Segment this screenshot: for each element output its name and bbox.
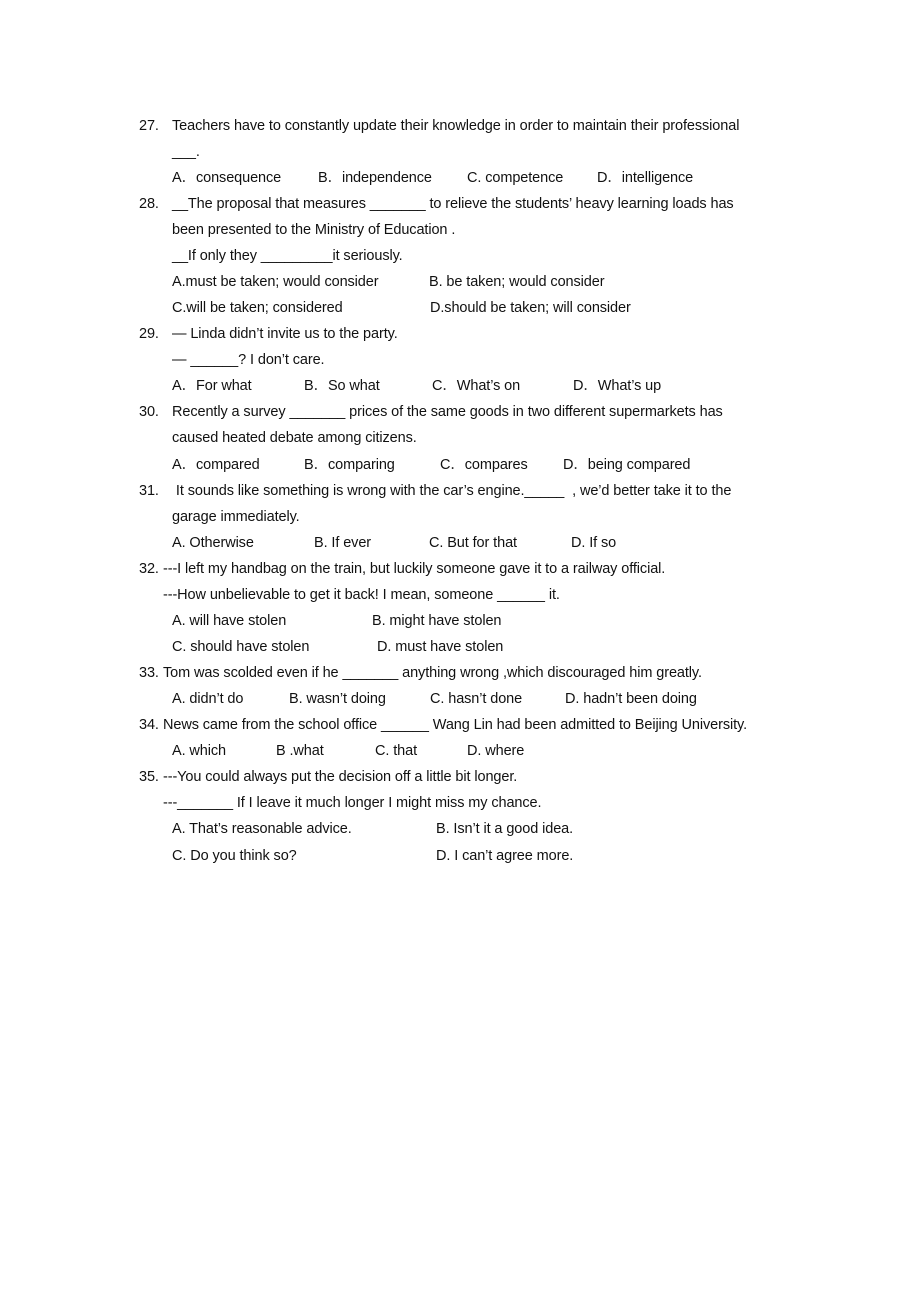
option-c: C．compares xyxy=(440,457,528,473)
option-c: C．What’s on xyxy=(432,378,521,394)
question-text: It sounds like something is wrong with the car’s engine._____ , we’d better take it to the xyxy=(172,483,732,499)
option-b: B. wasn’t doing xyxy=(289,691,386,707)
question-number: 27. xyxy=(139,118,159,134)
option-d: D．intelligence xyxy=(597,170,694,186)
option-b: B. might have stolen xyxy=(372,613,502,629)
question-text: ---_______ If I leave it much longer I might miss my chance. xyxy=(163,795,542,811)
option-c: C. Do you think so? xyxy=(172,848,297,864)
question-text: — ______? I don’t care. xyxy=(172,352,325,368)
question-number: 29. xyxy=(139,326,159,342)
option-d: D.should be taken; will consider xyxy=(430,300,631,316)
question-text: caused heated debate among citizens. xyxy=(172,430,417,446)
option-d: D. where xyxy=(467,743,525,759)
question-text: Recently a survey _______ prices of the same goods in two different supermarkets has xyxy=(172,404,723,420)
option-a: A．For what xyxy=(172,378,252,394)
option-d: D. hadn’t been doing xyxy=(565,691,697,707)
question-text: garage immediately. xyxy=(172,509,300,525)
question-text: been presented to the Ministry of Education . xyxy=(172,222,456,238)
option-d: D．being compared xyxy=(563,457,691,473)
option-b: B. If ever xyxy=(314,535,372,551)
question-number: 28. xyxy=(139,196,159,212)
question-text: — Linda didn’t invite us to the party. xyxy=(172,326,398,342)
option-c: C. But for that xyxy=(429,535,517,551)
option-d: D．What’s up xyxy=(573,378,662,394)
option-a: A. didn’t do xyxy=(172,691,244,707)
option-a: A.must be taken; would consider xyxy=(172,274,379,290)
option-a: A．consequence xyxy=(172,170,282,186)
option-b: B．comparing xyxy=(304,457,395,473)
question-number: 31. xyxy=(139,483,159,499)
option-c: C. competence xyxy=(467,170,564,186)
option-d: D. must have stolen xyxy=(377,639,504,655)
option-c: C.will be taken; considered xyxy=(172,300,343,316)
question-number: 35. xyxy=(139,769,159,785)
question-number: 30. xyxy=(139,404,159,420)
question-text: ___. xyxy=(172,144,200,160)
option-a: A. will have stolen xyxy=(172,613,287,629)
question-number: 34. xyxy=(139,717,159,733)
option-d: D. I can’t agree more. xyxy=(436,848,574,864)
question-text: News came from the school office ______ Wang Lin had been admitted to Beijing University. xyxy=(163,717,748,733)
question-text: Tom was scolded even if he _______ anything wrong ,which discouraged him greatly. xyxy=(163,665,702,681)
question-text: __The proposal that measures _______ to relieve the students’ heavy learning loads has xyxy=(172,196,734,212)
option-a: A. which xyxy=(172,743,226,759)
question-text: __If only they _________it seriously. xyxy=(172,248,403,264)
question-text: ---You could always put the decision off a little bit longer. xyxy=(163,769,518,785)
option-c: C. should have stolen xyxy=(172,639,310,655)
question-text: ---I left my handbag on the train, but luckily someone gave it to a railway official. xyxy=(163,561,666,577)
option-d: D. If so xyxy=(571,535,617,551)
option-a: A．compared xyxy=(172,457,260,473)
option-c: C. that xyxy=(375,743,418,759)
option-c: C. hasn’t done xyxy=(430,691,523,707)
question-number: 33. xyxy=(139,665,159,681)
option-b: B．So what xyxy=(304,378,380,394)
option-b: B .what xyxy=(276,743,324,759)
question-text: ---How unbelievable to get it back! I mean, someone ______ it. xyxy=(163,587,560,603)
option-b: B. be taken; would consider xyxy=(429,274,605,290)
option-a: A. That’s reasonable advice. xyxy=(172,821,352,837)
option-b: B．independence xyxy=(318,170,432,186)
option-a: A. Otherwise xyxy=(172,535,254,551)
question-number: 32. xyxy=(139,561,159,577)
question-text: Teachers have to constantly update their knowledge in order to maintain their professional xyxy=(172,118,740,134)
option-b: B. Isn’t it a good idea. xyxy=(436,821,574,837)
